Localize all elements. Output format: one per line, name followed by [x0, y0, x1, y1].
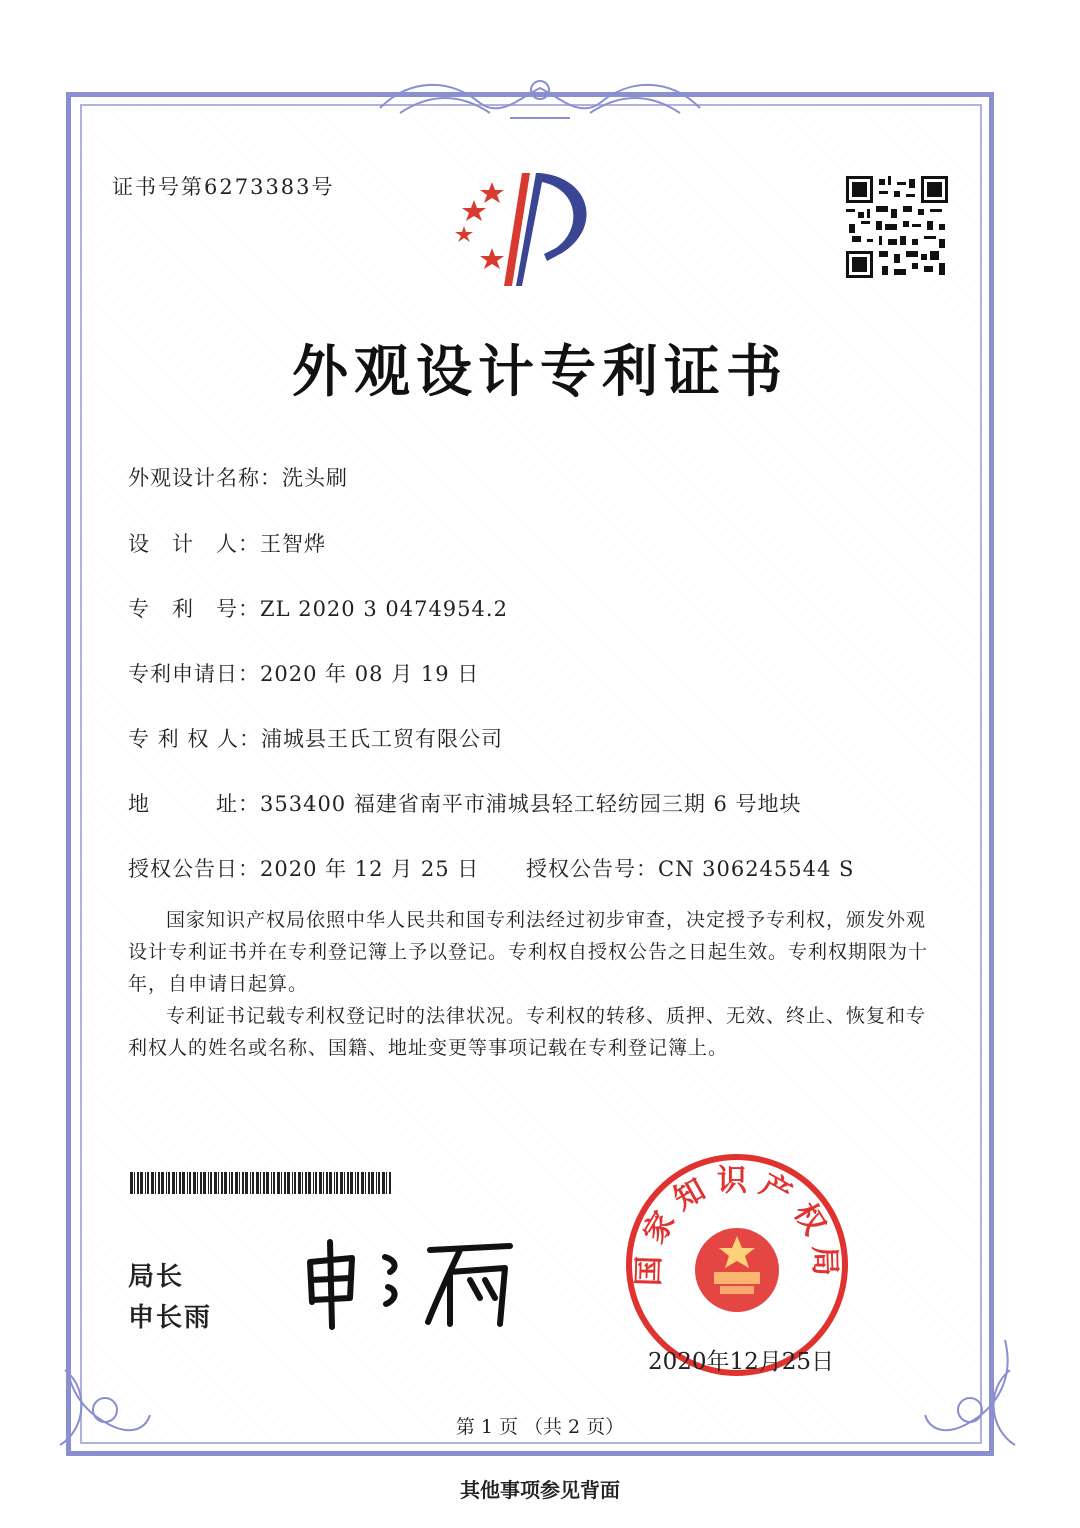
barcode-bar — [231, 1172, 233, 1194]
barcode-bar — [130, 1172, 133, 1194]
barcode-bar — [168, 1172, 170, 1194]
address-label: 地 址： — [128, 792, 260, 816]
barcode-bar — [266, 1172, 269, 1194]
top-ornament-icon — [370, 68, 710, 128]
barcode-bar — [376, 1172, 377, 1194]
barcode-bar — [326, 1172, 328, 1194]
director-name: 申长雨 — [128, 1303, 213, 1333]
barcode-bar — [242, 1172, 244, 1194]
barcode-bar — [277, 1172, 280, 1194]
barcode-bar — [263, 1172, 265, 1194]
barcode-bar — [214, 1172, 217, 1194]
patentee-label: 专 利 权 人： — [128, 727, 262, 751]
barcode-bar — [386, 1172, 387, 1194]
patent-number-label: 专 利 号： — [128, 597, 260, 621]
announcement-date-value: 2020 年 12 月 25 日 — [260, 857, 480, 881]
address-row — [128, 788, 802, 818]
barcode-bar — [271, 1172, 272, 1194]
designer-value: 王智烨 — [260, 532, 326, 556]
barcode-bar — [368, 1172, 370, 1194]
barcode-bar — [340, 1172, 343, 1194]
application-date-label: 专利申请日： — [128, 662, 260, 686]
director-title: 局长 — [128, 1262, 185, 1292]
corner-ornament-icon — [50, 1330, 160, 1460]
barcode-bar — [208, 1172, 209, 1194]
barcode-bar — [134, 1172, 135, 1194]
qr-code-icon — [846, 176, 948, 278]
application-date-row — [128, 658, 479, 688]
barcode-bar — [378, 1172, 380, 1194]
barcode-bar — [224, 1172, 227, 1194]
barcode-bar — [197, 1172, 198, 1194]
barcode-bar — [365, 1172, 366, 1194]
barcode-bar — [166, 1172, 167, 1194]
barcode-bar — [287, 1172, 290, 1194]
barcode-bar — [334, 1172, 335, 1194]
barcode-bar — [357, 1172, 359, 1194]
footer-note: 其他事项参见背面 — [460, 1478, 620, 1502]
barcode-bar — [355, 1172, 356, 1194]
patent-office-emblem-icon — [452, 168, 612, 293]
barcode-bar — [284, 1172, 286, 1194]
barcode-bar — [273, 1172, 275, 1194]
barcode-bar — [203, 1172, 206, 1194]
barcode-bar — [305, 1172, 307, 1194]
barcode-bar — [361, 1172, 364, 1194]
announcement-date-label: 授权公告日： — [128, 857, 260, 881]
barcode-bar — [187, 1172, 188, 1194]
barcode-bar — [210, 1172, 212, 1194]
announcement-number-row — [526, 853, 854, 883]
statement-paragraph-2: 专利证书记载专利权登记时的法律状况。专利权的转移、质押、无效、终止、恢复和专利权人的姓名或名称、国籍、地址变更等事项记载在专利登记簿上。 — [128, 1005, 927, 1059]
barcode-bar — [200, 1172, 202, 1194]
barcode-bar — [292, 1172, 293, 1194]
patent-number-value: ZL 2020 3 0474954.2 — [260, 597, 508, 621]
barcode-bar — [350, 1172, 353, 1194]
certificate-number: 证书号第6273383号 — [112, 175, 335, 199]
barcode-bar — [179, 1172, 181, 1194]
barcode-bar — [344, 1172, 345, 1194]
design-name-value: 洗头刷 — [282, 466, 348, 490]
barcode-bar — [281, 1172, 282, 1194]
barcode-bar — [298, 1172, 301, 1194]
barcode-bar — [252, 1172, 254, 1194]
patentee-row — [128, 723, 503, 753]
seal-date: 2020年12月25日 — [648, 1349, 835, 1375]
barcode-bar — [308, 1172, 311, 1194]
barcode-bar — [389, 1172, 391, 1194]
barcode-bar — [323, 1172, 324, 1194]
barcode-bar — [347, 1172, 349, 1194]
design-name-label: 外观设计名称： — [128, 466, 282, 490]
barcode-bar — [313, 1172, 314, 1194]
patentee-value: 浦城县王氏工贸有限公司 — [261, 727, 504, 751]
barcode-bar — [193, 1172, 196, 1194]
seal-text: 国家知识产权局 — [631, 1163, 843, 1287]
barcode-bar — [158, 1172, 160, 1194]
barcode-bar — [260, 1172, 261, 1194]
certificate-title: 外观设计专利证书 — [292, 340, 788, 405]
barcode-bar — [155, 1172, 156, 1194]
barcode-bar — [147, 1172, 149, 1194]
barcode-bar — [382, 1172, 385, 1194]
corner-ornament-icon — [915, 1330, 1025, 1460]
barcode-bar — [151, 1172, 154, 1194]
barcode-bar — [250, 1172, 251, 1194]
barcode-bar — [229, 1172, 230, 1194]
address-value: 353400 福建省南平市浦城县轻工轻纺园三期 6 号地块 — [260, 792, 802, 816]
barcode-bar — [182, 1172, 185, 1194]
certificate-statement — [128, 904, 928, 1064]
announcement-date-row — [128, 853, 479, 883]
barcode-icon — [130, 1172, 395, 1194]
barcode-bar — [302, 1172, 303, 1194]
page-number: 第 1 页 （共 2 页） — [455, 1416, 625, 1438]
designer-row — [128, 528, 326, 558]
patent-number-row — [128, 593, 508, 623]
barcode-bar — [336, 1172, 338, 1194]
barcode-bar — [256, 1172, 259, 1194]
barcode-bar — [294, 1172, 296, 1194]
barcode-bar — [161, 1172, 164, 1194]
barcode-bar — [137, 1172, 139, 1194]
design-name-row — [128, 462, 348, 492]
barcode-bar — [239, 1172, 240, 1194]
barcode-bar — [329, 1172, 332, 1194]
barcode-bar — [189, 1172, 191, 1194]
announcement-number-label: 授权公告号： — [526, 857, 658, 881]
barcode-bar — [319, 1172, 322, 1194]
barcode-bar — [172, 1172, 175, 1194]
barcode-bar — [371, 1172, 374, 1194]
barcode-bar — [176, 1172, 177, 1194]
application-date-value: 2020 年 08 月 19 日 — [260, 662, 480, 686]
barcode-bar — [245, 1172, 248, 1194]
statement-paragraph-1: 国家知识产权局依照中华人民共和国专利法经过初步审查，决定授予专利权，颁发外观设计专利证书并在专利登记簿上予以登记。专利权自授权公告之日起生效。专利权期限为十年，自申请日起算。 — [128, 909, 929, 995]
director-signature-icon — [300, 1232, 530, 1332]
barcode-bar — [140, 1172, 143, 1194]
barcode-bar — [235, 1172, 238, 1194]
announcement-number-value: CN 306245544 S — [658, 857, 855, 881]
barcode-bar — [221, 1172, 223, 1194]
barcode-bar — [218, 1172, 219, 1194]
barcode-bar — [145, 1172, 146, 1194]
designer-label: 设 计 人： — [128, 532, 260, 556]
barcode-bar — [315, 1172, 317, 1194]
